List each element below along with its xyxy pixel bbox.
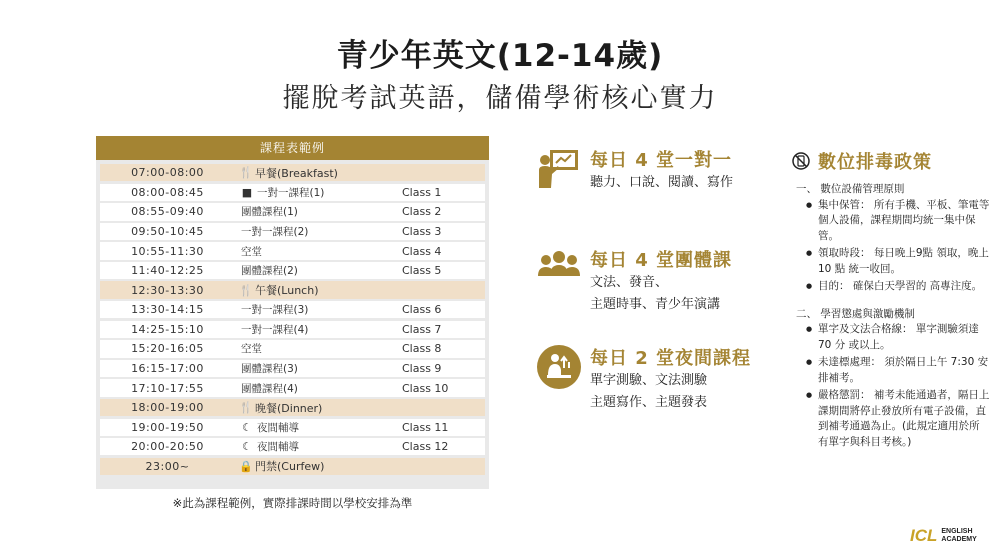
- feature-title: 每日 2 堂夜間課程: [590, 348, 752, 369]
- row-time: 16:15-17:00: [131, 361, 204, 375]
- row-course: [235, 302, 398, 317]
- policy-item: ● 目的： 確保白天學習的 高專注度。: [808, 279, 990, 295]
- row-class: Class 10: [402, 381, 449, 395]
- row-class: Class 7: [402, 322, 442, 336]
- schedule-row: [100, 360, 485, 377]
- policy-list: [790, 322, 990, 450]
- row-class: Class 9: [402, 361, 442, 375]
- policy-item: ● 集中保管： 所有手機、平板、筆電等個人設備，課程期間均統一集中保管。: [808, 198, 990, 245]
- policy-title: [792, 148, 932, 174]
- square-icon: ■: [241, 185, 253, 199]
- lock-icon: 🔒: [239, 459, 253, 473]
- schedule-rows: [96, 160, 489, 475]
- schedule-header: 課程表範例: [96, 136, 489, 160]
- row-course-label: 一對一課程(4): [241, 323, 309, 336]
- row-time: 10:55-11:30: [131, 244, 204, 258]
- reading-student-icon: [536, 344, 582, 390]
- policy-section-head: 一、 數位設備管理原則: [796, 183, 905, 195]
- row-course: [235, 361, 398, 376]
- row-course: [235, 263, 398, 278]
- row-class: Class 3: [402, 224, 442, 238]
- row-time: 17:10-17:55: [131, 381, 204, 395]
- schedule-row: [100, 340, 485, 357]
- schedule-meal-row: [100, 281, 485, 298]
- academy-logo: [910, 526, 977, 546]
- row-class: Class 2: [402, 205, 442, 219]
- page-subtitle: 擺脫考試英語，儲備學術核心實力: [282, 83, 718, 114]
- row-time: 23:00~: [145, 459, 190, 473]
- row-time: 11:40-12:25: [131, 264, 204, 278]
- row-course-label: 團體課程(4): [241, 382, 298, 395]
- schedule-row: [100, 301, 485, 318]
- policy-item: ● 未達標處理： 須於隔日上午 7:30 安排補考。: [808, 355, 990, 386]
- row-course-label: 早餐(Breakfast): [255, 166, 338, 180]
- row-course-label: 晚餐(Dinner): [255, 401, 323, 415]
- row-course: [235, 224, 398, 239]
- row-time: 15:20-16:05: [131, 342, 204, 356]
- row-course: [235, 244, 398, 259]
- row-time: 09:50-10:45: [131, 224, 204, 238]
- schedule-row: [100, 223, 485, 240]
- row-class: Class 5: [402, 264, 442, 278]
- moon-icon: ☾: [242, 420, 252, 434]
- row-course: [235, 322, 398, 337]
- row-time: 13:30-14:15: [131, 303, 204, 317]
- row-course: [235, 282, 318, 298]
- feature-desc-line: 單字測驗、文法測驗: [590, 373, 708, 388]
- no-phone-icon: [792, 152, 810, 170]
- row-time: 20:00-20:50: [131, 440, 204, 454]
- moon-icon: ☾: [242, 440, 252, 454]
- row-class: Class 11: [402, 420, 449, 434]
- fork-knife-icon: 🍴: [239, 166, 253, 180]
- row-course-label: 夜間輔導: [257, 421, 299, 434]
- row-class: Class 1: [402, 185, 442, 199]
- row-course: [235, 185, 398, 200]
- policy-title-text: 數位排毒政策: [818, 152, 932, 173]
- schedule-meal-row: [100, 164, 485, 181]
- policy-section-head: 二、 學習懲處與激勵機制: [796, 307, 915, 320]
- row-class: Class 12: [402, 440, 449, 454]
- row-course-label: 團體課程(3): [241, 362, 298, 375]
- row-class: Class 4: [402, 244, 442, 258]
- page-title: 青少年英文(12-14歲): [336, 38, 664, 74]
- schedule-table: [96, 136, 489, 489]
- row-course: [235, 165, 338, 181]
- policy-item: ● 單字及文法合格線： 單字測驗須達 70 分 或以上。: [808, 322, 990, 353]
- row-time: 18:00-19:00: [131, 401, 204, 415]
- feature-desc: [590, 370, 707, 414]
- row-time: 12:30-13:30: [131, 283, 204, 297]
- schedule-note: ※此為課程範例，實際排課時間以學校安排為準: [172, 496, 413, 510]
- row-time: 08:00-08:45: [131, 185, 204, 199]
- feature-desc-line: 主題寫作、主題發表: [590, 395, 708, 410]
- schedule-row: [100, 438, 485, 455]
- schedule-row: [100, 242, 485, 259]
- row-course: [235, 458, 324, 474]
- policy-item: ● 領取時段： 每日晚上9點 領取，晚上 10 點 統一收回。: [808, 246, 990, 277]
- row-course-label: 一對一課程(2): [241, 225, 309, 238]
- logo-line: ENGLISH: [941, 528, 973, 535]
- row-time: 08:55-09:40: [131, 205, 204, 219]
- feature-desc-line: 聽力、口說、閱讀、寫作: [590, 175, 734, 190]
- row-course-label: 夜間輔導: [257, 441, 299, 454]
- row-course-label: 團體課程(1): [241, 206, 298, 219]
- fork-knife-icon: 🍴: [239, 283, 253, 297]
- row-course-label: 門禁(Curfew): [255, 460, 325, 474]
- row-course-label: 空堂: [241, 343, 262, 356]
- row-course: [235, 439, 398, 454]
- policy-list: [790, 198, 990, 295]
- teacher-board-icon: [536, 146, 582, 192]
- policy-body: [790, 182, 990, 462]
- schedule-meal-row: [100, 399, 485, 416]
- logo-mark: ICL: [910, 526, 938, 545]
- row-time: 07:00-08:00: [131, 166, 204, 180]
- logo-line: ACADEMY: [941, 536, 977, 543]
- feature-desc: [590, 272, 720, 316]
- schedule-row: [100, 419, 485, 436]
- feature-desc: [590, 172, 733, 194]
- schedule-row: [100, 262, 485, 279]
- row-class: Class 6: [402, 303, 442, 317]
- row-class: Class 8: [402, 342, 442, 356]
- schedule-row: [100, 379, 485, 396]
- row-course-label: 一對一課程(1): [257, 186, 325, 199]
- row-course: [235, 381, 398, 396]
- row-course: [235, 420, 398, 435]
- feature-title: 每日 4 堂一對一: [590, 150, 733, 171]
- row-time: 14:25-15:10: [131, 322, 204, 336]
- fork-knife-icon: 🍴: [239, 401, 253, 415]
- row-course-label: 午餐(Lunch): [255, 284, 319, 298]
- row-course: [235, 400, 322, 416]
- logo-text: [941, 528, 976, 544]
- row-time: 19:00-19:50: [131, 420, 204, 434]
- row-course-label: 一對一課程(3): [241, 304, 309, 317]
- row-course: [235, 341, 398, 356]
- feature-desc-line: 文法、發音、: [590, 275, 669, 290]
- feature-title: 每日 4 堂團體課: [590, 250, 733, 271]
- schedule-row: [100, 321, 485, 338]
- feature-desc-line: 主題時事、青少年演講: [590, 297, 721, 312]
- row-course-label: 空堂: [241, 245, 262, 258]
- schedule-row: [100, 203, 485, 220]
- schedule-meal-row: [100, 458, 485, 475]
- schedule-row: [100, 184, 485, 201]
- row-course-label: 團體課程(2): [241, 265, 298, 278]
- row-course: [235, 204, 398, 219]
- group-people-icon: [536, 246, 582, 292]
- policy-item: ● 嚴格懲罰： 補考未能通過者，隔日上課期間將停止發放所有電子設備，直到補考通過為止。(此規定適用於所有單字與科目考核。): [808, 388, 990, 450]
